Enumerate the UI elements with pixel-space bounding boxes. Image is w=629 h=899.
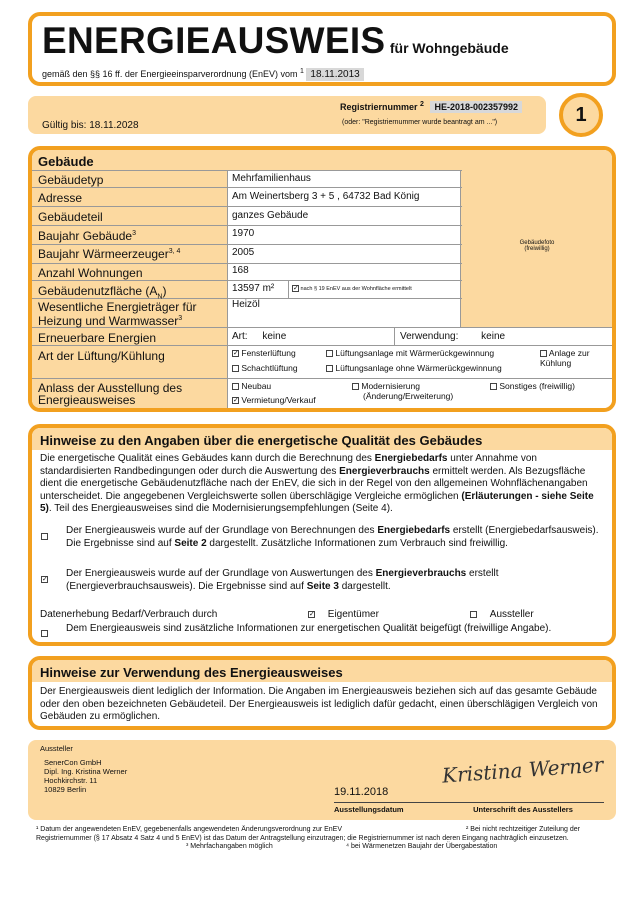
reg-sup: 2 bbox=[420, 101, 424, 108]
header-box bbox=[28, 12, 616, 86]
regulation-text: gemäß den §§ 16 ff. der Energieeinsparverordnung (EnEV) vom bbox=[42, 69, 298, 79]
value-anzahl-wohnungen: 168 bbox=[232, 265, 249, 276]
hints-intro-4: . Teil des Energieausweises sind die Modernisierungsempfehlungen (Seite 4). bbox=[48, 503, 393, 514]
usage-text: Der Energieausweis dient lediglich der Information. Die Angaben im Energieausweis beziehen sich auf das gesamte Gebäude oder den oben bezeichneten Gebäudeteil. Der Energieausweis ist lediglich dafür gedacht, einen überschlägigen Vergleich von Gebäuden zu ermöglichen. bbox=[40, 686, 598, 722]
value-energietraeger: Heizöl bbox=[232, 299, 260, 310]
checkbox-eigentuemer[interactable]: ✓ bbox=[309, 610, 315, 618]
opt1-d: Seite 2 bbox=[174, 537, 207, 549]
label-schachtlueftung: Schachtlüftung bbox=[241, 363, 298, 373]
reg-label: Registriernummer bbox=[340, 102, 418, 112]
footnote-1: ¹ Datum der angewendeten EnEV, gegebenenfalls angewendeten Änderungsverordnung zur EnEV bbox=[36, 826, 343, 833]
value-adresse: Am Weinertsberg 3 + 5 , 64732 Bad König bbox=[232, 191, 420, 202]
checkbox-aussteller[interactable] bbox=[470, 611, 477, 618]
checkbox-zusatzinfo[interactable] bbox=[41, 630, 48, 637]
issue-date-label: Ausstellungsdatum bbox=[334, 802, 442, 814]
opt1-a: Der Energieausweis wurde auf der Grundlage von Berechnungen des bbox=[66, 525, 378, 536]
label-gebaeudetyp: Gebäudetyp bbox=[38, 173, 104, 187]
label-ohne-waermerueckgewinnung: Lüftungsanlage ohne Wärmerückgewinnung bbox=[335, 363, 502, 373]
opt2-d: Seite 3 bbox=[306, 580, 339, 592]
label-sonstiges: Sonstiges (freiwillig) bbox=[499, 381, 575, 391]
checkbox-ohne-waermerueckgewinnung[interactable] bbox=[326, 365, 333, 372]
opt2-e: dargestellt. bbox=[338, 580, 391, 592]
label-energietraeger-2: Heizung und Warmwasser bbox=[38, 314, 179, 328]
label-adresse: Adresse bbox=[38, 191, 83, 205]
opt1-e: dargestellt. Zusätzliche Informationen zum Verbrauch sind freiwillig. bbox=[206, 537, 508, 549]
label-zusatzinfo: Dem Energieausweis sind zusätzliche Informationen zur energetischen Qualität beigefügt (freiwillige Angabe). bbox=[66, 623, 552, 634]
hints-intro-3: ermittelt werden. Als Bezugsfläche dient die energetische Gebäudenutzfläche nach der EnEV, die sich in der Regel von den allgemeinen Wohnflächenangaben unterscheidet. Die angegebenen Vergleichswerte sollen überschlägige Vergleiche ermöglichen bbox=[40, 465, 588, 502]
label-mit-waermerueckgewinnung: Lüftungsanlage mit Wärmerückgewinnung bbox=[335, 348, 495, 358]
checkbox-sonstiges[interactable] bbox=[490, 383, 497, 390]
collect-label: Datenerhebung Bedarf/Verbrauch durch bbox=[40, 609, 218, 620]
label-modernisierung-2: (Änderung/Erweiterung) bbox=[363, 391, 454, 401]
value-nutzflaeche: 13597 m² bbox=[232, 283, 275, 294]
regulation-date: 18.11.2013 bbox=[306, 68, 363, 81]
document-subtitle: für Wohngebäude bbox=[389, 40, 509, 56]
label-neubau: Neubau bbox=[241, 381, 272, 391]
label-anlass-2: Energieausweises bbox=[38, 393, 136, 407]
baujahr-sup: 3 bbox=[132, 230, 136, 237]
label-erneuerbare: Erneuerbare Energien bbox=[38, 331, 157, 345]
label-energietraeger: Wesentliche Energieträger für bbox=[38, 300, 197, 314]
label-fensterlueftung: Fensterlüftung bbox=[241, 348, 296, 358]
opt2-c: erstellt (Energieverbrauchsausweis). Die Ergebnisse sind auf bbox=[66, 568, 499, 592]
label-baujahr-waermeerzeuger: Baujahr Wärmeerzeuger bbox=[38, 247, 169, 261]
opt2-b: Energieverbrauchs bbox=[375, 568, 467, 579]
hints-intro-1: Die energetische Qualität eines Gebäudes kann durch die Berechnung des bbox=[40, 453, 375, 464]
document-title: ENERGIEAUSWEIS bbox=[42, 20, 386, 61]
valid-date: 18.11.2028 bbox=[89, 120, 139, 131]
regulation-sup: 1 bbox=[300, 68, 304, 75]
photo-label-sub: (freiwillig) bbox=[524, 246, 550, 252]
checkbox-modernisierung[interactable] bbox=[352, 383, 359, 390]
issue-date: 19.11.2018 bbox=[334, 786, 389, 798]
label-nutzflaeche: Gebäudenutzfläche (A bbox=[38, 284, 158, 298]
photo-label: Gebäudefoto bbox=[519, 240, 555, 246]
issuer-line-2: Dipl. Ing. Kristina Werner bbox=[44, 767, 128, 776]
checkbox-mit-waermerueckgewinnung[interactable] bbox=[326, 350, 333, 357]
checkbox-neubau[interactable] bbox=[232, 383, 239, 390]
building-box bbox=[28, 146, 616, 412]
signature: Kristina Werner bbox=[441, 752, 604, 788]
label-anzahl-wohnungen: Anzahl Wohnungen bbox=[38, 266, 143, 280]
valid-label: Gültig bis: bbox=[42, 120, 87, 131]
page-number-badge bbox=[559, 93, 603, 137]
reg-note: (oder: "Registriernummer wurde beantragt am ...") bbox=[342, 119, 498, 126]
issuer-line-1: SenerCon GmbH bbox=[44, 758, 102, 767]
value-baujahr-waermeerzeuger: 2005 bbox=[232, 247, 255, 258]
label-wohnflaeche: nach § 19 EnEV aus der Wohnfläche ermittelt bbox=[300, 285, 412, 292]
renew-art-value: keine bbox=[262, 331, 287, 342]
label-baujahr: Baujahr Gebäude bbox=[38, 229, 133, 243]
hints-intro-bold-3: (Erläuterungen - siehe Seite 5) bbox=[40, 490, 594, 514]
validity-band bbox=[28, 96, 546, 134]
renew-use-label: Verwendung: bbox=[400, 331, 459, 342]
renew-use-value: keine bbox=[481, 331, 506, 342]
checkbox-kuehlung[interactable] bbox=[540, 350, 547, 357]
page-number: 1 bbox=[575, 104, 587, 126]
footnote-4: ⁴ bei Wärmenetzen Baujahr der Übergabestation bbox=[346, 843, 498, 850]
hints-heading: Hinweise zu den Angaben über die energetische Qualität des Gebäudes bbox=[40, 433, 483, 448]
value-gebaeudeteil: ganzes Gebäude bbox=[232, 210, 309, 221]
value-baujahr: 1970 bbox=[232, 228, 255, 239]
checkbox-wohnflaeche[interactable]: ✓ bbox=[293, 285, 299, 292]
footnote-3: ³ Mehrfachangaben möglich bbox=[186, 843, 273, 850]
hints-box bbox=[28, 424, 616, 646]
label-gebaeudeteil: Gebäudeteil bbox=[38, 210, 103, 224]
opt2-a: Der Energieausweis wurde auf der Grundlage von Auswertungen des bbox=[66, 568, 376, 579]
hints-intro-bold-2: Energieverbrauchs bbox=[339, 465, 430, 477]
renew-art-label: Art: bbox=[232, 331, 248, 342]
issuer-label: Aussteller bbox=[40, 744, 73, 753]
opt1-b: Energiebedarfs bbox=[377, 525, 451, 536]
reg-number: HE-2018-002357992 bbox=[430, 101, 522, 113]
footnote-2: ² Bei nicht rechtzeitiger Zuteilung der Registriernummer (§ 17 Absatz 4 Satz 4 und 5 EnEV) ist das Datum der Antragstellung einzutragen; die Registriernummer ist nach deren Eingang nachträglich einzusetzen. bbox=[36, 826, 580, 842]
opt1-c: erstellt (Energiebedarfsausweis). Die Ergebnisse sind auf bbox=[66, 525, 599, 549]
checkbox-verbrauchsausweis[interactable]: ✓ bbox=[42, 576, 48, 584]
label-anlass: Anlass der Ausstellung des bbox=[38, 381, 183, 395]
checkbox-vermietung[interactable]: ✓ bbox=[233, 397, 239, 405]
signature-label: Unterschrift des Ausstellers bbox=[442, 802, 604, 814]
usage-heading: Hinweise zur Verwendung des Energieausweises bbox=[40, 665, 343, 680]
nutzflaeche-sub: N bbox=[157, 293, 163, 301]
issuer-line-4: 10829 Berlin bbox=[44, 785, 87, 794]
checkbox-fensterlueftung[interactable]: ✓ bbox=[233, 350, 239, 358]
issuer-band bbox=[28, 740, 616, 820]
label-kuehlung: Anlage zur Kühlung bbox=[540, 348, 590, 368]
nutzflaeche-close: ) bbox=[162, 284, 167, 298]
label-modernisierung: Modernisierung bbox=[361, 381, 420, 391]
energietraeger-sup: 3 bbox=[178, 315, 183, 322]
hints-intro-bold-1: Energiebedarfs bbox=[374, 453, 448, 464]
checkbox-schachtlueftung[interactable] bbox=[232, 365, 239, 372]
usage-box bbox=[28, 656, 616, 730]
label-aussteller-option: Aussteller bbox=[489, 609, 534, 620]
issuer-line-3: Hochkirchstr. 11 bbox=[44, 776, 98, 785]
label-vermietung: Vermietung/Verkauf bbox=[241, 395, 316, 405]
label-lueftung: Art der Lüftung/Kühlung bbox=[38, 349, 165, 363]
waermeerzeuger-sup: 3, 4 bbox=[168, 248, 181, 255]
value-gebaeudetyp: Mehrfamilienhaus bbox=[232, 173, 311, 184]
building-heading: Gebäude bbox=[38, 154, 94, 169]
hints-intro-2: unter Annahme von standardisierten Randbedingungen oder durch die Auswertung des bbox=[40, 453, 537, 477]
checkbox-bedarfsausweis[interactable] bbox=[41, 533, 48, 540]
label-eigentuemer: Eigentümer bbox=[327, 609, 379, 620]
